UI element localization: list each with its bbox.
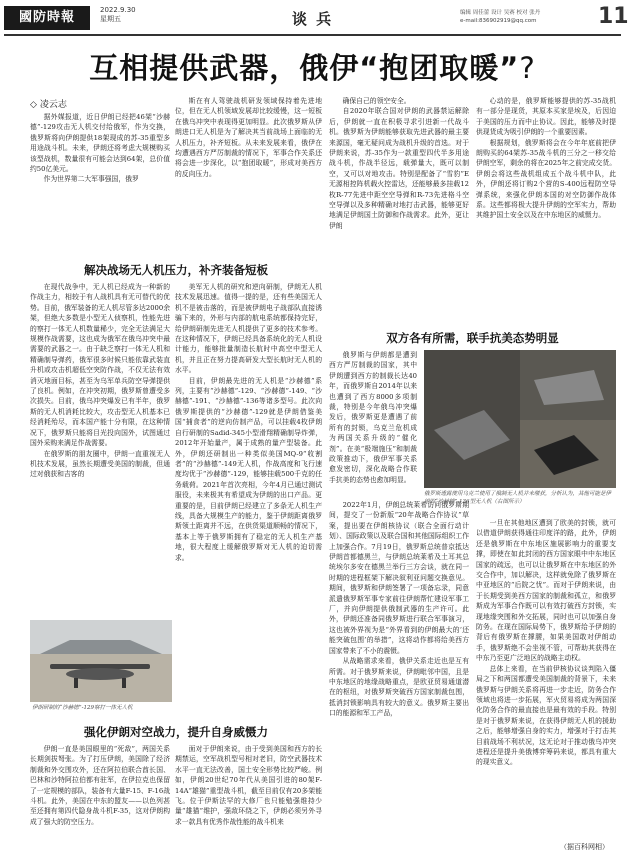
paragraph: 斯在有人驾驶战机研发领域保持着先进地位，但在无人机领域发展却比较缓慢，这一短板在俄乌冲突中表现得更加明显。此次俄罗斯从伊朗进口无人机是为了解决其当前战场上面临的无人机压力，补齐短板。从未来发展来看，俄伊在均遭遇西方严厉制裁的情况下，军事合作关系还将会进一步深化，以“抱团取暖”，形成对美西方的反向压力。 <box>175 97 322 178</box>
weekday-text: 星期五 <box>100 15 121 23</box>
paragraph: 心动的是，俄罗斯能够提供的苏-35战机有一部分是现货，其原本买家是埃及，后因迫于美国的压力而中止协议。因此，能够及时提供现货成为吸引伊朗的一个重要因素。 <box>476 97 616 137</box>
paragraph: 据外媒报道，近日伊朗已经把46架“沙赫德”-129攻击无人机交付给俄军，作为交换，俄罗斯将向伊朗提供18架现成的苏-35重型多用途战斗机。未来，伊朗还将考虑大规模购买该型战机，数量很有可能会达到64架，总价值约50亿美元。 <box>30 113 170 174</box>
diamond-icon: ◇ <box>30 100 37 110</box>
paragraph: 美军无人机的研究和逆向研制，伊朗无人机技术发展迅速。值得一提的是，还有些美国无人机不是被击落的，而是被伊朗电子战部队直接诱骗下来的，外形与内部的航电系统都保持完好，给伊朗研制先进无人机提供了更多的技术参考。在这种情况下，伊朗已经具备系统化的无人机设计能力，能够批量制造长航时中高空中型无人机，并且正在努力提高研发大型长航时无人机的水平。 <box>175 283 322 375</box>
paragraph: 总体上来看，在当前伊核协议谈判陷入僵局之下和两国都遭受美国制裁的背景下，未来俄罗斯与伊朗关系将再进一步走近，防务合作领域也将进一步拓展，军火贸易将成为两国深化防务合作的最直接也是最有效的手段。特别是对于俄罗斯来说，在获得伊朗无人机的援助之后，能够增强自身的实力，增强对于打击其目前战场不利状况，这无论对于推动俄乌冲突进程还是提升美俄博弈筹码来说，都具有重大的现实意义。 <box>476 664 616 767</box>
paragraph: 从战略需求来看，俄伊关系走近也是互有所需。对于俄罗斯来说，伊朗毗邻中国，且是中东地区的地缘战略重点，是欧亚贸易通道潜在的枢纽，对俄罗斯突破西方国家制裁包围，抵消封锁影响具有较大的意义。俄罗斯主要出口的能源和军工产品， <box>329 657 469 718</box>
newspaper-logo: 國防時報 <box>4 6 90 30</box>
photo2-caption: 俄罗斯透露使用乌克兰使用了俄制无人机并未缴获，分析认为，其他可能是伊朗的“沙赫德”-136型无人机（右图所示） <box>424 491 612 505</box>
subheading-2: 强化伊朗对空战力，提升自身威慑力 <box>84 725 268 739</box>
drone-photo <box>30 620 172 702</box>
subheading-3: 双方各有所需，联手抗美态势明显 <box>386 331 559 345</box>
wreckage-illustration <box>424 350 616 488</box>
paragraph: 自2020年联合国对伊朗的武器禁运解除后，伊朗就一直在积极寻求引进新一代战斗机。俄罗斯为伊朗能够获取先进武器的最主要来源国，毫无疑问成为战机升级的首选。对于伊朗来说，苏-35作为一款重型四代半多用途战斗机，作战半径远，载弹量大，既可以制空，又可以对地攻击。特别是配备了“雪豹”E无源相控阵机载火控雷达，还能够最多挂载12枚R-77先进中距空空导弹和R-73先进格斗空空导弹以及多种精确对地打击武器，能够更好地满足伊朗国土防御和作战需求。此外，更让伊朗 <box>329 107 469 230</box>
paragraph: 确保自己的领空安全。 <box>342 97 411 105</box>
question-mark: ? <box>519 51 536 85</box>
paragraph: 在俄罗斯的朋友圈中，伊朗一直重视无人机技术发展，虽然长期遭受美国的制裁，但通过对俄获和吉客的 <box>30 449 170 479</box>
col2-section2-text <box>175 744 322 856</box>
col4-section3-text <box>476 518 616 838</box>
source-signature: （据百科网相） <box>560 843 609 851</box>
col1-section2-text <box>30 744 170 856</box>
drone-illustration <box>30 620 172 702</box>
section-title: 谈 兵 <box>291 10 334 28</box>
col2-top-text <box>175 96 322 246</box>
paragraph: 一旦在其他地区遭到了欧美的封锁，就可以借道伊朗获得通往印度洋的路，此外，伊朗还是俄罗斯在中东地区施展影响力的重要支撑，即使在如此封闭的西方国家眼中中东地区国家的疏远，也可以让俄罗斯在中东地区的外交合作中，加以解决，这样就免除了俄罗斯在中亚地区的“后院之忧”。而对于伊朗来说，由于长期受到美西方国家的制裁和孤立，和俄罗斯成为军事合作既可以有效打破西方封锁，实现地缘突围和外交拓展，同时也可以加强自身防务。在现在国际局势下，俄罗斯给予伊朗的背后有俄罗斯在撑腰，如果美国敢对伊朗动手，俄罗斯绝不会坐视不管，可帮助其获得在中东乃至更广泛地区的战略主动权。 <box>476 519 616 663</box>
page-number: 11 <box>598 4 629 29</box>
paragraph: 2022年1月，伊朗总统莱希访问俄罗斯期间，提交了一份新版“20年战略合作协议”草案，提出要在伊朗核协议（联合全面行动计划）、国际政策以及联合国和其他国际组织工作上加强合作。7月19日，俄罗斯总统普京抵达伊朗首都德黑兰，与伊朗总统莱希及土耳其总统埃尔多安在德黑兰举行三方会谈，就在同一时期的进程框架下解决叙利亚问题交换意见。期间，俄罗斯和伊朗签署了一项备忘录，同意派遣俄罗斯军事专家前往伊朗帮忙建设军事工厂，并向伊朗提供俄制武器的生产许可。此外，伊朗还准备同俄罗斯进行联合军事演习，这也被外界视为是“外界看到的伊朗最大的‘还能突破包围’的举措”，这将动作都将给美西方国家带来了不小的震慑。 <box>329 501 469 655</box>
byline <box>30 97 67 110</box>
headline <box>0 46 625 87</box>
paragraph: 目前，伊朗最先进的无人机是“沙赫德”系列，主要有“沙赫德”-129、“沙赫德”-149、“沙赫德”-191、“沙赫德”-136等诸多型号。此次向俄罗斯提供的“沙赫德”-129就是伊朗借鉴美国“捕食者”的逆向仿制产品，可以挂载4枚伊朗自行研制的Sadid-345小型滑翔精确制导炸弹，2012年开始量产，属于成熟的量产型装备。此外，伊朗还研制出一种类似美国MQ-9“收割者”的“沙赫德”-149无人机，作战高度和飞行速度均优于“沙赫德”-129，能够挂载500千克的任务载荷。2021年首次亮相，今年4月已通过测试服役，未来极其有希望成为伊朗的出口产品。更重要的是，目前伊朗已经建立了多条无人机生产线，具备大规模生产的能力，鉴于伊朗距离俄罗斯领土距离并不远，在供货渠道顺畅的情况下，基本上等于俄罗斯拥有了稳定的无人机生产基地，很大程度上缓解俄罗斯对无人机的迫切需求。 <box>175 376 322 562</box>
email-text: e-mail:836902919@qq.com <box>460 18 537 24</box>
author-name: 凌云志 <box>39 100 67 110</box>
paragraph: 伊朗一直是美国眼里的“死敌”，两国关系长期剑拔弩张。为了打压伊朗，美国除了经济制裁和外交围攻外，还在阿拉伯联合酋长国、巴林和沙特阿拉伯都有驻军，在伊拉克也保留了一定规模的部队，装备有大量F-15、F-16战斗机。此外，美国在中东的盟友——以色列甚至还拥有第四代隐身战斗机F-35，这对伊朗构成了强大的防空压力。 <box>30 745 170 826</box>
masthead-rule <box>4 34 621 36</box>
photo1-caption: 伊朗研制的“沙赫德”-129察打一体无人机 <box>32 705 133 711</box>
col3-top-text <box>329 96 469 320</box>
paragraph: 在现代战争中，无人机已经成为一种新的作战主力，相较于有人战机具有无可替代的优势。目前，俄军装备的无人机尽管多达2000余架，但绝大多数是小型无人侦察机，性能先进的察打一体无人机数量稀少，完全无法满足大规模作战需要，这也成为俄军在俄乌冲突中最需要的武器之一。由于缺乏察打一体无人机和精确制导弹药，俄军很多时候只能依靠武装直升机或攻击机超低空突防作战，不仅无法有效消灭地面目标，甚至为乌军单兵防空导弹提供了良机。例如，在冲突初期，俄罗斯曾遭受多次损失。目前，俄乌冲突爆发已有半年，俄罗斯的无人机消耗比较大，攻击型无人机基本已经消耗殆尽，而本国产能十分有限，在这种情况下，俄罗斯只能将目光投向国外，试图通过国外采购来满足作战需要。 <box>30 283 170 448</box>
col4-top-text <box>476 96 616 320</box>
editor-credits <box>460 9 595 25</box>
col2-section1-text <box>175 282 322 712</box>
paragraph: 面对于伊朗来说，由于受到美国和西方的长期禁运，空军战机型号相对老旧，防空武器技术水平一直无法改善，国土安全形势比较严峻。例如，伊朗20世纪70年代从美国引进的80架F-14A“雄猫”重型战斗机，截至目前仅有20多架能飞。位于伊斯法罕的大修厂也只能勉强维持少量“雄猫”维护，强敌环绕之下，伊朗必须另外寻求一款具有优秀作战性能的战斗机来 <box>175 745 322 826</box>
editors-text: 编辑 周佳蕾 设计 吴赛 校对 张丹 <box>460 10 541 16</box>
paragraph: 俄罗斯与伊朗都是遭到西方严厉制裁的国家，其中伊朗遭到西方的制裁长达40年，而俄罗斯自2014年以来也遭到了西方8000多项制裁，特别是今年俄乌冲突爆发后，俄罗斯更是遭遇了前所有的封锁，乌克兰危机成为两国关系升级的“催化剂”。在美“极端施压”和制裁政策推动下，俄伊军事关系愈发密切，深化战略合作联手抗美的态势也愈加明显。 <box>329 351 417 484</box>
intro-text <box>30 112 170 242</box>
wreckage-photo <box>424 350 616 488</box>
col3-section3-text <box>329 500 469 854</box>
headline-text: 互相提供武器，俄伊“抱团取暖” <box>89 51 520 85</box>
col1-section1-text <box>30 282 170 622</box>
subheading-1: 解决战场无人机压力，补齐装备短板 <box>84 263 268 277</box>
paragraph: 根据规划，俄罗斯将会在今年年底前把伊朗购买的64架苏-35战斗机的三分之一移交给伊朗空军，剩余的将在2025年之前完成交货。伊朗会将这些战机组成五个战斗机中队，此外，伊朗还将订购2个营的S-400远程防空导弹系统，来强化伊朗本国的对空防御作战体系。这些都将极大提升伊朗的空军实力，帮助其维护国土安全以及在中东地区的威慑力。 <box>476 138 616 220</box>
date-text: 2022.9.30 <box>100 6 136 14</box>
paragraph: 作为世界第二大军事强国，俄罗 <box>43 175 139 184</box>
col3-section3-narrow-text <box>329 350 417 500</box>
